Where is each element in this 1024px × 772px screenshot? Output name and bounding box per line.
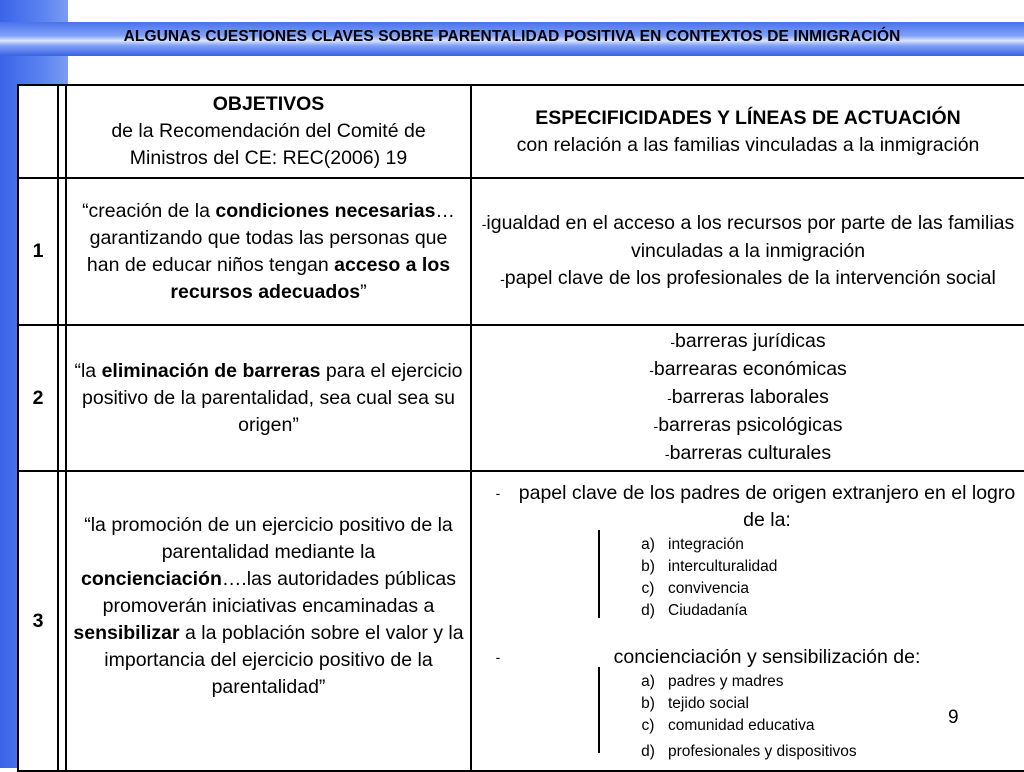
- dash-mark: -: [670, 334, 676, 350]
- list-item: a) integración: [641, 536, 744, 553]
- bullet-item: [478, 644, 1018, 671]
- list-item: -barreras jurídicas: [670, 330, 826, 352]
- dash-mark: -: [649, 362, 654, 378]
- objetivo-text: “la promoción de un ejercicio positivo de la parentalidad mediante la: [84, 514, 453, 563]
- objetivo-bold: sensibilizar: [73, 622, 180, 644]
- objetivo-text: ….las autoridades públicas promoverán iniciativas encaminadas a: [102, 568, 457, 617]
- list-item: -barreras psicológicas: [653, 414, 843, 436]
- row-number: 3: [18, 471, 58, 771]
- list-item: -barreras laborales: [667, 386, 829, 408]
- bullet-text: concienciación y sensibilización de:: [613, 646, 921, 668]
- list-item: d) profesionales y dispositivos: [641, 743, 857, 760]
- list-item: -barrearas económicas: [649, 358, 847, 380]
- list-item: -igualdad en el acceso a los recursos por parte de las familias vinculadas a la inmigración: [481, 212, 1015, 262]
- actuacion-cell: [471, 471, 1024, 771]
- list-item: d) Ciudadanía: [641, 602, 748, 619]
- row-spacer: [58, 178, 66, 325]
- table-header-row: [18, 85, 1024, 178]
- list-item: -barreras culturales: [664, 442, 832, 464]
- main-table: [17, 84, 1024, 772]
- objetivo-text: ”: [360, 280, 367, 303]
- table-row: [18, 325, 1024, 471]
- row-spacer: [58, 325, 66, 471]
- dash-mark: -: [667, 390, 672, 406]
- sub-list: [628, 534, 1018, 622]
- table-row: [18, 178, 1024, 325]
- objetivo-bold: condiciones necesarias: [215, 199, 436, 222]
- slide-title: ALGUNAS CUESTIONES CLAVES SOBRE PARENTALIDAD POSITIVA EN CONTEXTOS DE INMIGRACIÓN: [123, 28, 901, 45]
- list-item: b) interculturalidad: [641, 558, 778, 575]
- objetivo-text: “creación de la: [82, 199, 216, 222]
- objetivo-bold: eliminación de barreras: [101, 359, 321, 382]
- especificidades-title: ESPECIFICIDADES Y LÍNEAS DE ACTUACIÓN: [535, 106, 961, 129]
- bullet-dash: -: [495, 649, 501, 665]
- list-item: c) comunidad educativa: [641, 717, 815, 734]
- row-spacer: [58, 471, 66, 771]
- especificidades-subtitle: con relación a las familias vinculadas a la inmigración: [516, 133, 980, 156]
- sub-list: [628, 671, 1018, 763]
- header-objetivos-cell: [66, 85, 471, 178]
- page-number: 9: [948, 707, 959, 728]
- objetivo-bold: concienciación: [80, 568, 222, 590]
- table-row: [18, 471, 1024, 771]
- row-number: 1: [18, 178, 58, 325]
- header-num-cell: [18, 85, 58, 178]
- bullet-item: [478, 480, 1018, 534]
- list-item: c) convivencia: [641, 580, 749, 597]
- dash-mark: -: [481, 216, 487, 232]
- actuacion-cell: [471, 178, 1024, 325]
- dash-mark: -: [653, 418, 659, 434]
- header-especificidades-cell: [471, 85, 1024, 178]
- objetivo-cell: [66, 325, 471, 471]
- objetivo-text: “la: [74, 359, 102, 382]
- objetivo-text: a la población sobre el valor y la importancia del ejercicio positivo de la parentalidad”: [104, 622, 464, 698]
- objetivo-cell: [66, 178, 471, 325]
- dash-mark: -: [664, 446, 670, 462]
- objetivo-text: para el ejercicio positivo de la parentalidad, sea cual sea su origen”: [82, 359, 463, 436]
- list-item: -papel clave de los profesionales de la intervención social: [500, 267, 996, 289]
- brace-icon: [598, 667, 616, 753]
- list-item: b) tejido social: [641, 695, 749, 712]
- bullet-text: papel clave de los padres de origen extranjero en el logro de la:: [518, 482, 1016, 531]
- objetivos-subtitle: de la Recomendación del Comité de Ministros del CE: REC(2006) 19: [111, 120, 426, 169]
- objetivo-text: … garantizando que todas las personas que han de educar niños tengan: [86, 199, 455, 276]
- objetivo-cell: [66, 471, 471, 771]
- brace-icon: [598, 530, 616, 618]
- row-number: 2: [18, 325, 58, 471]
- list-item: a) padres y madres: [641, 673, 784, 690]
- objetivos-title: OBJETIVOS: [212, 93, 325, 115]
- actuacion-cell: [471, 325, 1024, 471]
- bullet-dash: -: [495, 485, 501, 501]
- header-spacer-cell: [58, 85, 66, 178]
- dash-mark: -: [500, 271, 505, 287]
- objetivo-bold: acceso a los recursos adecuados: [170, 253, 451, 303]
